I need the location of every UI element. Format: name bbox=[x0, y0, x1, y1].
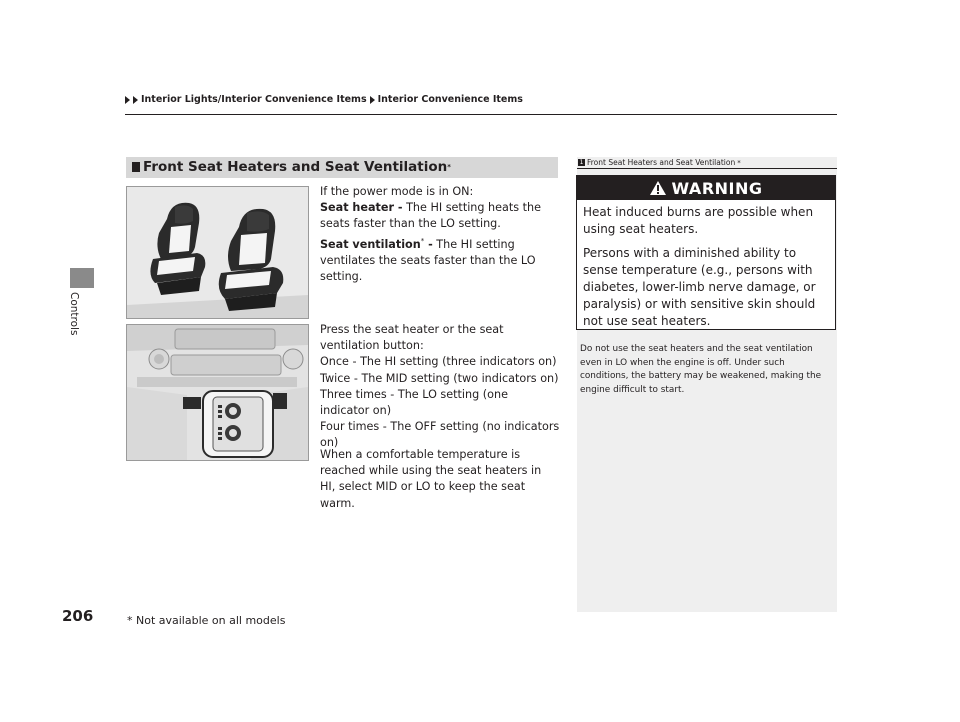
press-intro: Press the seat heater or the seat ventilation button: bbox=[320, 323, 504, 353]
seat-heater-text: The HI setting heats the seats faster than the LO setting. bbox=[320, 201, 542, 231]
warning-label: WARNING bbox=[671, 178, 763, 198]
section-marker-icon bbox=[132, 162, 140, 172]
side-note-heading bbox=[578, 158, 741, 167]
step-item: Twice - The MID setting (two indicators on) bbox=[320, 371, 559, 385]
seat-heater-label: Seat heater - bbox=[320, 201, 403, 215]
availability-marker: * bbox=[737, 158, 741, 167]
section-title-text: Front Seat Heaters and Seat Ventilation bbox=[143, 159, 448, 175]
power-mode-description bbox=[320, 184, 560, 285]
header-divider bbox=[125, 114, 837, 115]
seat-ventilation-text: The HI setting ventilates the seats faster than the LO setting. bbox=[320, 237, 536, 284]
seat-heater-description bbox=[320, 200, 560, 232]
availability-marker: * bbox=[420, 236, 425, 245]
availability-marker: * bbox=[447, 163, 451, 171]
console-buttons-icon bbox=[127, 325, 308, 460]
footnote: * Not available on all models bbox=[127, 614, 286, 627]
power-mode-intro: If the power mode is in ON: bbox=[320, 185, 474, 198]
side-note-title: Front Seat Heaters and Seat Ventilation bbox=[587, 158, 736, 167]
page-number: 206 bbox=[62, 607, 94, 625]
front-seats-icon bbox=[127, 187, 308, 318]
side-note-divider bbox=[577, 168, 837, 169]
seat-ventilation-description bbox=[320, 233, 560, 286]
seat-ventilation-dash: - bbox=[424, 237, 433, 251]
breadcrumb-arrow-icon bbox=[370, 96, 375, 104]
section-title bbox=[132, 159, 451, 175]
warning-text: Heat induced burns are possible when using seat heaters. bbox=[583, 205, 814, 236]
step-item: Once - The HI setting (three indicators on) bbox=[320, 355, 557, 369]
seat-heater-button-illustration bbox=[126, 324, 309, 461]
breadcrumb-item[interactable]: Interior Lights/Interior Convenience Items bbox=[141, 94, 367, 105]
breadcrumb bbox=[125, 94, 523, 105]
comfort-note: When a comfortable temperature is reached while using the seat heaters in HI, select MID or LO to keep the seat warm. bbox=[320, 448, 542, 510]
step-item: Three times - The LO setting (one indicator on) bbox=[320, 387, 508, 418]
breadcrumb-arrow-icon bbox=[125, 96, 130, 104]
note-number-icon: 1 bbox=[579, 159, 584, 166]
breadcrumb-item[interactable]: Interior Convenience Items bbox=[377, 94, 523, 105]
step-item: Four times - The OFF setting (no indicators on) bbox=[320, 420, 560, 450]
warning-triangle-icon bbox=[650, 181, 666, 195]
warning-text: Persons with a diminished ability to sense temperature (e.g., persons with diabetes, lower-limb nerve damage, or paralysis) or with sensitive skin should not use seat heaters. bbox=[583, 246, 816, 328]
side-note-text: Do not use the seat heaters and the seat ventilation even in LO when the engine is off. Under such conditions, the battery may be weakened, making the engine difficult to start. bbox=[580, 344, 822, 395]
seat-ventilation-label: Seat ventilation bbox=[320, 237, 421, 251]
front-seats-illustration bbox=[126, 186, 309, 319]
chapter-label: Controls bbox=[68, 292, 80, 336]
button-press-steps bbox=[320, 322, 560, 452]
breadcrumb-arrow-icon bbox=[133, 96, 138, 104]
chapter-tab bbox=[70, 268, 94, 288]
warning-header bbox=[577, 176, 835, 200]
